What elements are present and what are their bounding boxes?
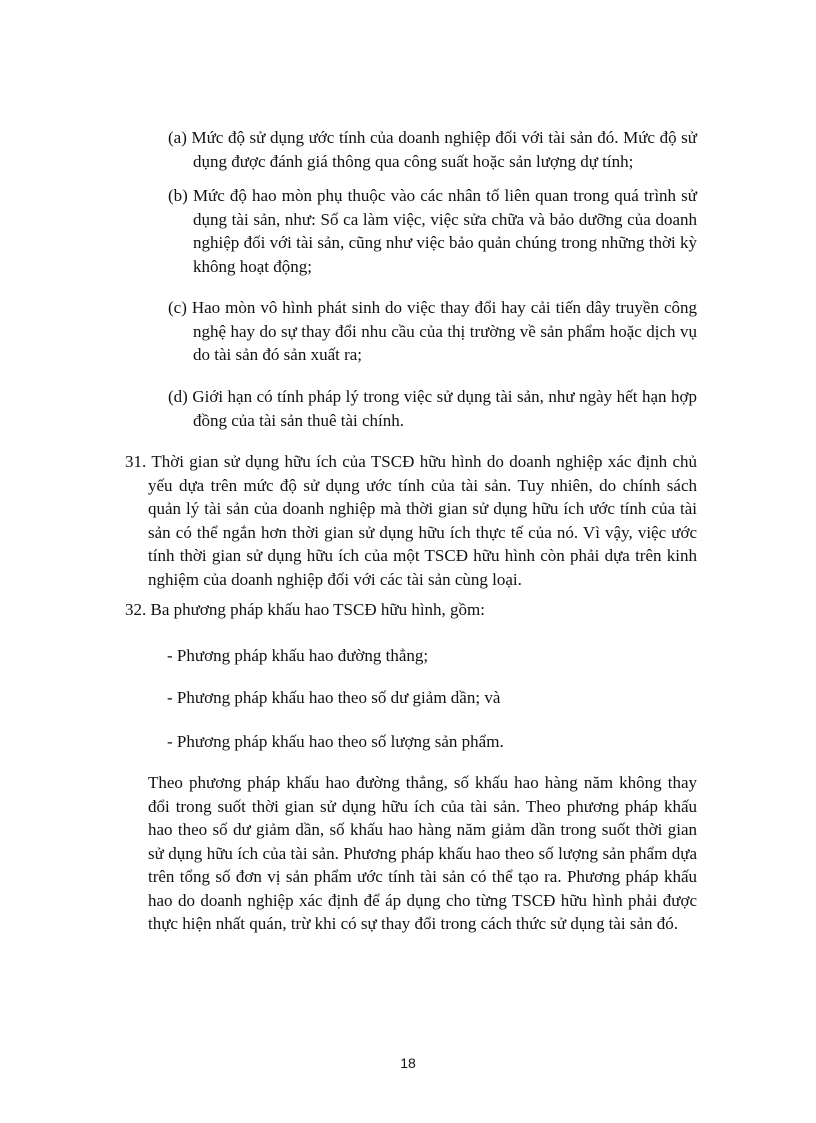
item-c: (c) Hao mòn vô hình phát sinh do việc thay đổi hay cải tiến dây truyền công nghệ hay do sự thay đổi nhu cầu của thị trường về sản phẩm hoặc dịch vụ do tài sản đó sản xuất ra; [168,298,697,364]
method-straight-line: - Phương pháp khấu hao đường thẳng; [167,646,429,665]
page-number: 18 [400,1055,416,1071]
method-declining-balance: - Phương pháp khấu hao theo số dư giảm dần; và [167,688,501,707]
item-a: (a) Mức độ sử dụng ước tính của doanh nghiệp đối với tài sản đó. Mức độ sử dụng được đánh giá thông qua công suất hoặc sản lượng dự tính; [168,128,697,171]
method-units-of-production: - Phương pháp khấu hao theo số lượng sản phẩm. [167,732,504,751]
paragraph-32-heading: 32. Ba phương pháp khấu hao TSCĐ hữu hình, gồm: [125,600,486,619]
item-d: (d) Giới hạn có tính pháp lý trong việc sử dụng tài sản, như ngày hết hạn hợp đồng của tài sản thuê tài chính. [168,387,697,430]
item-b: (b) Mức độ hao mòn phụ thuộc vào các nhân tố liên quan trong quá trình sử dụng tài sản, như: Số ca làm việc, việc sửa chữa và bảo dưỡng của doanh nghiệp đối với tài sản, cũng như việc bảo quản chúng trong những thời kỳ không hoạt động; [168,186,697,276]
paragraph-31: 31. Thời gian sử dụng hữu ích của TSCĐ hữu hình do doanh nghiệp xác định chủ yếu dựa trên mức độ sử dụng ước tính của tài sản. Tuy nhiên, do chính sách quản lý tài sản của doanh nghiệp mà thời gian sử dụng hữu ích ước tính của tài sản có thể ngắn hơn thời gian sử dụng hữu ích thực tế của nó. Vì vậy, việc ước tính thời gian sử dụng hữu ích của một TSCĐ hữu hình còn phải dựa trên kinh nghiệm của doanh nghiệp đối với các tài sản cùng loại. [125,452,697,589]
paragraph-32-body: Theo phương pháp khấu hao đường thẳng, số khấu hao hàng năm không thay đổi trong suốt thời gian sử dụng hữu ích của tài sản. Theo phương pháp khấu hao theo số dư giảm dần, số khấu hao hàng năm giảm dần trong suốt thời gian sử dụng hữu ích của tài sản. Phương pháp khấu hao theo số lượng sản phẩm dựa trên tổng số đơn vị sản phẩm ước tính tài sản có thể tạo ra. Phương pháp khấu hao do doanh nghiệp xác định để áp dụng cho từng TSCĐ hữu hình phải được thực hiện nhất quán, trừ khi có sự thay đổi trong cách thức sử dụng tài sản đó. [148,773,697,933]
